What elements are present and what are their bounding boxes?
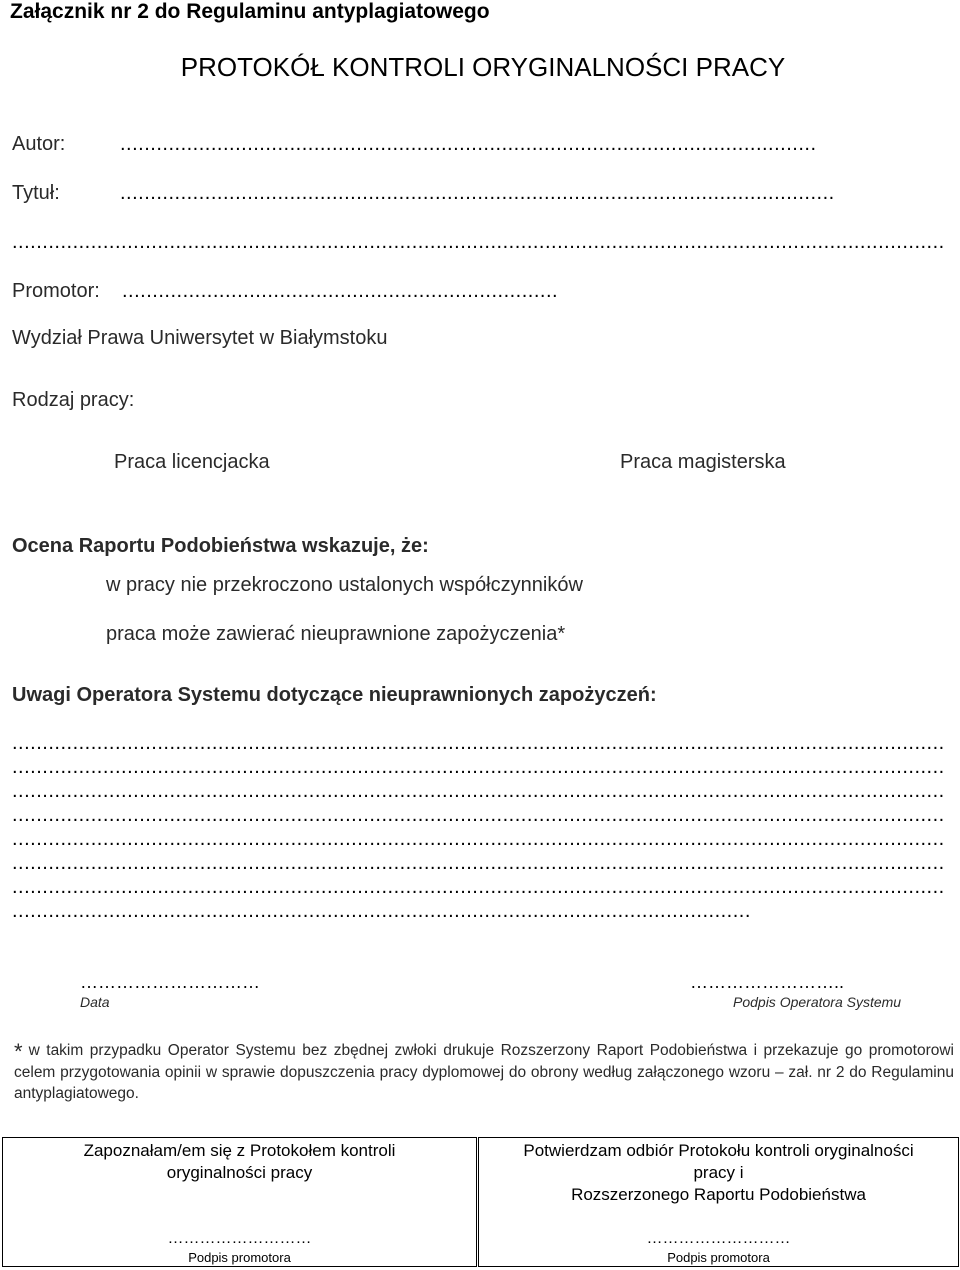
box-left-signature-label: Podpis promotora: [188, 1250, 291, 1265]
supervisor-acknowledgement-box: [2, 1137, 477, 1267]
box-right-line3: Rozszerzonego Raportu Podobieństwa: [571, 1185, 866, 1204]
box-left-line2: oryginalności pracy: [166, 1163, 313, 1182]
remarks-line[interactable]: ..........................................................................................................................: [12, 900, 751, 922]
remarks-line[interactable]: ..........................................................................................................................................................: [12, 828, 945, 850]
title-field-line2[interactable]: ..........................................................................................................................................................: [12, 231, 945, 253]
box-right-signature-field[interactable]: ………………………: [646, 1230, 791, 1247]
author-field[interactable]: ...................................................................................................................: [120, 133, 817, 155]
assessment-option-not-exceeded[interactable]: w pracy nie przekroczono ustalonych współczynników: [106, 574, 583, 596]
box-right-signature-label: Podpis promotora: [667, 1250, 770, 1265]
box-left-signature-field[interactable]: ………………………: [167, 1230, 312, 1247]
date-label: Data: [80, 994, 110, 1010]
remarks-line[interactable]: ..........................................................................................................................................................: [12, 876, 945, 898]
assessment-heading: Ocena Raportu Podobieństwa wskazuje, że:: [12, 535, 429, 557]
title-field[interactable]: ......................................................................................................................: [120, 182, 835, 204]
box-right-line1: Potwierdzam odbiór Protokołu kontroli oryginalności: [523, 1141, 914, 1160]
attachment-header: Załącznik nr 2 do Regulaminu antyplagiatowego: [10, 0, 490, 23]
remarks-line[interactable]: ..........................................................................................................................................................: [12, 852, 945, 874]
footnote-asterisk: *: [14, 1039, 23, 1064]
footnote: [14, 1040, 954, 1104]
box-right-line2: pracy i: [693, 1163, 744, 1182]
remarks-heading: Uwagi Operatora Systemu dotyczące nieuprawnionych zapożyczeń:: [12, 684, 657, 706]
remarks-line[interactable]: ..........................................................................................................................................................: [12, 780, 945, 802]
page-title: PROTOKÓŁ KONTROLI ORYGINALNOŚCI PRACY: [180, 52, 786, 82]
remarks-line[interactable]: ..........................................................................................................................................................: [12, 804, 945, 826]
date-field[interactable]: …………………………: [80, 972, 260, 992]
operator-signature-field[interactable]: ……………………..: [690, 972, 845, 992]
thesis-type-master[interactable]: Praca magisterska: [620, 451, 786, 473]
supervisor-label: Promotor:: [12, 280, 100, 302]
title-label: Tytuł:: [12, 182, 60, 204]
thesis-type-label: Rodzaj pracy:: [12, 389, 135, 411]
footnote-text: w takim przypadku Operator Systemu bez zbędnej zwłoki drukuje Rozszerzony Raport Podobieństwa i przekazuje go promotorowi celem przygotowania opinii w sprawie dopuszczenia pracy dyplomowej do obrony według załączonego wzoru – zał. nr 2 do Regulaminu antyplagiatowego.: [14, 1042, 954, 1102]
box-left-line1: Zapoznałam/em się z Protokołem kontroli: [83, 1141, 396, 1160]
supervisor-receipt-box: [478, 1137, 959, 1267]
operator-signature-label: Podpis Operatora Systemu: [733, 994, 902, 1010]
author-label: Autor:: [12, 133, 66, 155]
thesis-type-bachelor[interactable]: Praca licencjacka: [114, 451, 270, 473]
faculty-name: Wydział Prawa Uniwersytet w Białymstoku: [12, 327, 388, 349]
supervisor-field[interactable]: ........................................................................: [122, 280, 559, 302]
assessment-option-may-contain[interactable]: praca może zawierać nieuprawnione zapożyczenia*: [106, 623, 566, 645]
remarks-line[interactable]: ..........................................................................................................................................................: [12, 756, 945, 778]
remarks-line[interactable]: ..........................................................................................................................................................: [12, 732, 945, 754]
